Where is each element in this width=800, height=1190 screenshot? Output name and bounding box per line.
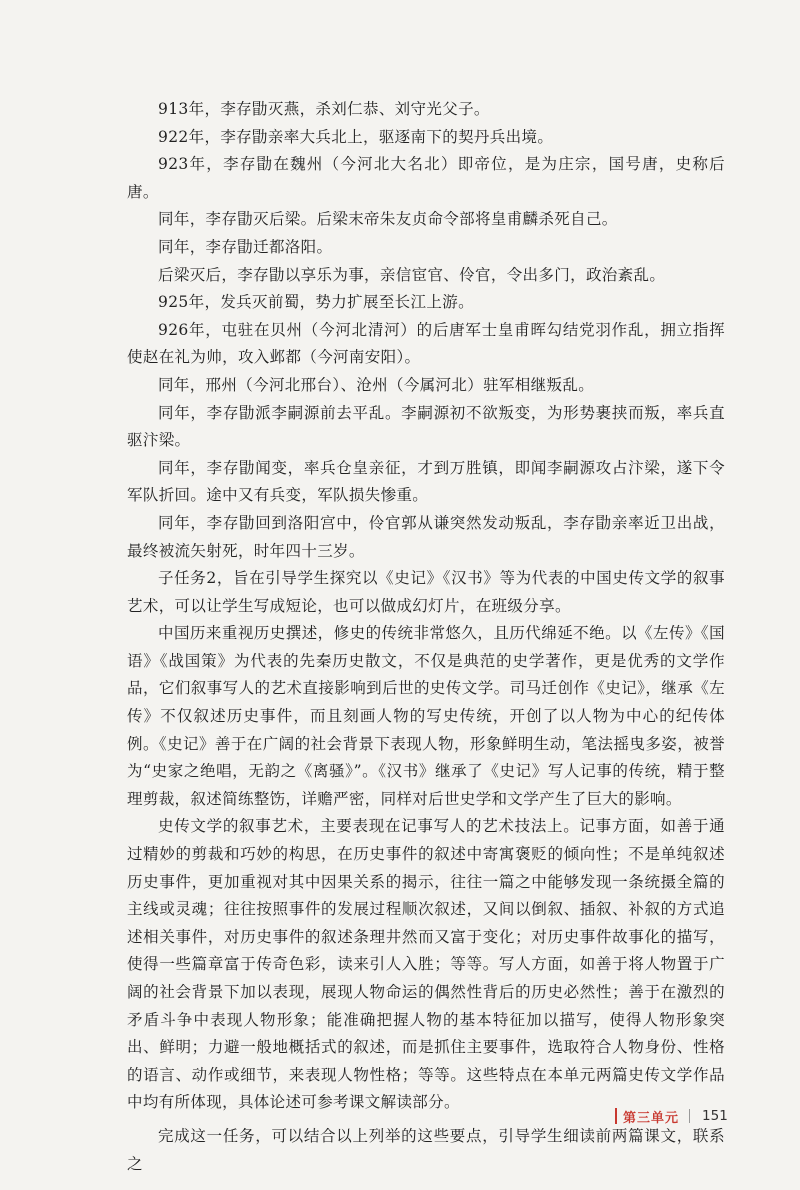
timeline-entry-926: 926年，屯驻在贝州（今河北清河）的后唐军士皇甫晖勾结党羽作乱，拥立指挥使赵在礼为帅，攻入邺都（今河南安阳）。 xyxy=(127,320,725,367)
timeline-entry-926-b: 同年，邢州（今河北邢台）、沧州（今属河北）驻军相继叛乱。 xyxy=(158,375,595,394)
footer-accent-bar xyxy=(615,1108,617,1124)
timeline-entry-926-c: 同年，李存勖派李嗣源前去平乱。李嗣源初不欲叛变，为形势裹挟而叛，率兵直驱汴梁。 xyxy=(127,403,725,450)
timeline-entry-925: 925年，发兵灭前蜀，势力扩展至长江上游。 xyxy=(158,293,474,312)
timeline-entry-923: 923年，李存勖在魏州（今河北大名北）即帝位，是为庄宗，国号唐，史称后唐。 xyxy=(127,155,725,201)
timeline-entry-after-liang: 后梁灭后，李存勖以享乐为事，亲信宦官、伶官，令出多门，政治紊乱。 xyxy=(158,265,666,284)
timeline-entry-923-c: 同年，李存勖迁都洛阳。 xyxy=(158,237,333,256)
history-writing-paragraph: 中国历来重视历史撰述，修史的传统非常悠久，且历代绵延不绝。以《左传》《国语》《战国策》为代表的先秦历史散文，不仅是典范的史学著作，更是优秀的文学作品，它们叙事写人的艺术直接影响到后世的史传文学。司马迁创作《史记》，继承《左传》不仅叙述历史事件，而且刻画人物的写史传统，开创了以人物为中心的纪传体例。《史记》善于在广阔的社会背景下表现人物，形象鲜明生动，笔法摇曳多姿，被誉为“史家之绝唱，无韵之《离骚》”。《汉书》继承了《史记》写人记事的传统，精于整理剪裁，叙述简练整饬，详赡严密，同样对后世史学和文学产生了巨大的影响。 xyxy=(127,624,725,808)
body-text xyxy=(127,96,725,1178)
page-footer xyxy=(615,1104,728,1128)
timeline-entry-923-b: 同年，李存勖灭后梁。后梁末帝朱友贞命令部将皇甫麟杀死自己。 xyxy=(158,210,618,229)
timeline-entry-926-e: 同年，李存勖回到洛阳宫中，伶官郭从谦突然发动叛乱，李存勖亲率近卫出战，最终被流矢射死，时年四十三岁。 xyxy=(127,513,725,560)
task-completion-paragraph: 完成这一任务，可以结合以上列举的这些要点，引导学生细读前两篇课文，联系之 xyxy=(127,1126,725,1173)
timeline-entry-926-d: 同年，李存勖闻变，率兵仓皇亲征，才到万胜镇，即闻李嗣源攻占汴梁，遂下令军队折回。途中又有兵变，军队损失惨重。 xyxy=(127,458,725,505)
narrative-art-paragraph: 史传文学的叙事艺术，主要表现在记事写人的艺术技法上。记事方面，如善于通过精妙的剪裁和巧妙的构思，在历史事件的叙述中寄寓褒贬的倾向性；不是单纯叙述历史事件，更加重视对其中因果关系的揭示，往往一篇之中能够发现一条统摄全篇的主线或灵魂；往往按照事件的发展过程顺次叙述，又间以倒叙、插叙、补叙的方式追述相关事件，对历史事件的叙述条理井然而又富于变化；对历史事件故事化的描写，使得一些篇章富于传奇色彩，读来引人入胜；等等。写人方面，如善于将人物置于广阔的社会背景下加以表现，展现人物命运的偶然性背后的历史必然性；善于在激烈的矛盾斗争中表现人物形象；能准确把握人物的基本特征加以描写，使得人物形象突出、鲜明；力避一般地概括式的叙述，而是抓住主要事件，选取符合人物身份、性格的语言、动作或细节，来表现人物性格；等等。这些特点在本单元两篇史传文学作品中均有所体现，具体论述可参考课文解读部分。 xyxy=(127,817,725,1112)
timeline-entry-922: 922年，李存勖亲率大兵北上，驱逐南下的契丹兵出境。 xyxy=(158,127,554,146)
subtask-2-paragraph: 子任务2，旨在引导学生探究以《史记》《汉书》等为代表的中国史传文学的叙事艺术，可以让学生写成短论，也可以做成幻灯片，在班级分享。 xyxy=(127,569,725,615)
unit-label: 第三单元 xyxy=(623,1110,680,1126)
footer-divider xyxy=(689,1109,690,1123)
page-number: 151 xyxy=(702,1108,728,1124)
timeline-entry-913: 913年，李存勖灭燕，杀刘仁恭、刘守光父子。 xyxy=(158,100,490,118)
